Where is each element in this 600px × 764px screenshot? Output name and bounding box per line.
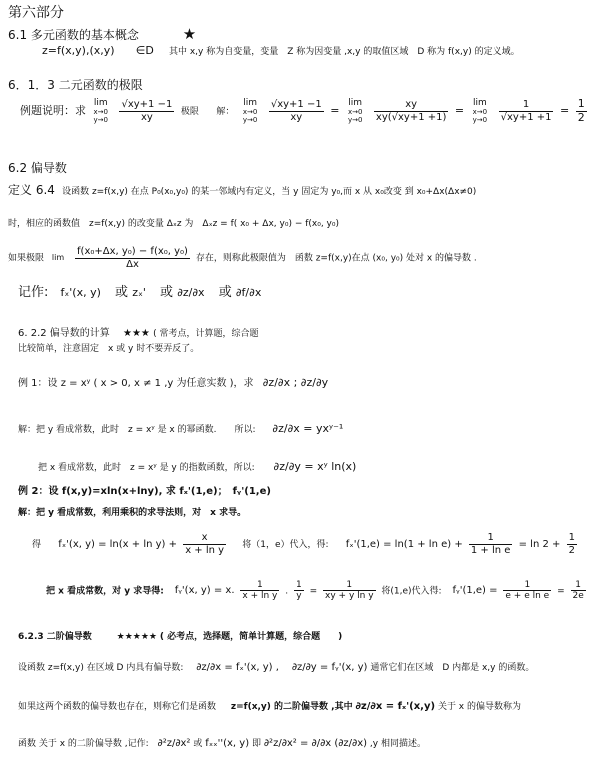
equals-sign: = [330,104,340,118]
fy-value: fᵧ'(1,e) = [452,585,498,597]
para-text: ,y 相同描述。 [369,739,426,749]
notation-line [18,286,261,301]
equals-sign: = [557,586,565,597]
fraction [503,580,551,602]
fraction [567,532,577,556]
notation-dz-dx: ∂z/∂x [177,286,205,299]
numerator: 1 [568,532,575,543]
numerator: 1 [240,580,279,591]
para-text: z=f(x,y) 的二阶偏导数 ,其中 [230,702,353,712]
fraction [323,580,376,602]
lim-sub-y: y→0 [242,116,258,125]
heading-text: 6.1 多元函数的基本概念 [8,28,139,42]
definition-label: 定义 6.4 [8,183,55,197]
denominator: √xy+1 +1 [500,111,552,123]
function-formula: z=f(x,y),(x,y) [42,44,115,57]
numerator: 1 [323,580,376,591]
example-label: 例 1：设 [18,378,58,389]
second-order-line-1 [18,662,534,674]
limit-example [20,98,590,124]
substitute-text: 将（1，e）代入，得: [242,540,329,550]
lim-sub-x: x→0 [242,108,258,117]
limit-fraction-3 [374,99,449,123]
example-2: 例 2：设 f(x,y)=xln(x+lny), 求 fₓ'(1,e)； fᵧ'(1,e) [18,486,271,497]
second-order-line-3 [18,738,426,750]
definition-conclusion: 存在，则称此极限值为 函数 z=f(x,y)在点 (x₀, y₀) 处对 x 的偏导数 . [195,253,477,264]
equals-sign: = [309,586,318,597]
fraction [571,580,586,602]
fraction [469,532,513,556]
notation-fx: fₓ'(x, y) [60,286,101,299]
namely: 即 [252,739,262,749]
lim-text: lim [348,98,363,108]
solution-label: 解： [216,107,235,118]
numerator: 1 [571,580,586,591]
fraction [240,580,279,602]
denominator: 2 [568,544,575,556]
denominator: y [296,591,302,602]
limit-operator [50,253,66,262]
para-text: 通常它们在区域 D 内都是 x,y 的函数。 [370,663,535,673]
heading-text: 6.2.3 二阶偏导数 [18,632,92,642]
lim-sub-y: y→0 [347,116,363,125]
denominator: e + e ln e [505,591,550,602]
lim-text: lim [472,98,487,108]
definition-text: 设函数 z=f(x,y) 在点 P₀(x₀,y₀) 的某一邻域内有定义，当 y 固定为 y₀,而 x 从 x₀改变 到 x₀+Δx(Δx≠0) [62,187,477,197]
ln2-text: = ln 2 + [518,539,561,550]
fraction [294,580,304,602]
solution-result: ∂z/∂y = xʸ ln(x) [273,460,357,473]
section-6-1-3-heading: 6．1．3 二元函数的极限 [8,78,143,92]
example-label: 例题说明：求 [20,104,86,118]
definition-description: 其中 x,y 称为自变量，变量 Z 称为因变量 ,x,y 的取值区域 D 称为 f(x,y) 的定义域。 [169,47,520,57]
second-order-line-2 [18,701,521,713]
section-6-2-heading: 6.2 偏导数 [8,161,67,175]
limit-operator [92,98,110,124]
calc-note: 比较简单，注意固定 x 或 y 时不要弄反了。 [18,344,200,354]
limit-result [576,98,587,124]
equals-sign: = [559,104,570,118]
limit-fraction [119,99,174,123]
limit-operator-4 [471,98,489,124]
limit-operator-3 [346,98,364,124]
limit-fraction-4 [499,99,554,123]
numerator: 1 [469,532,513,545]
notation-zx: zₓ' [132,286,146,299]
partial-derivative-limit [75,246,190,270]
heading-text: 6. 2.2 偏导数的计算 [18,328,110,339]
para-text: 设函数 z=f(x,y) 在区域 D 内具有偏导数: [18,663,184,673]
lim-sub-x: x→0 [93,108,108,117]
fx-equation: fₓ'(x, y) = ln(x + ln y) + [58,539,177,550]
if-limit-label: 如果极限 [8,253,45,264]
para-text: 如果这两个函数的偏导数也存在，则称它们是函数 [18,702,217,712]
numerator: x [183,532,226,545]
numerator: 1 [503,580,551,591]
denominator: xy + y ln y [325,591,374,602]
para-text: 关于 x 的偏导数称为 [437,702,521,712]
lim-text: lim [51,253,65,263]
fy-intro: 把 x 看成常数，对 y 求导得: [46,586,164,597]
numerator: xy [374,99,449,112]
or-word: 或 [160,285,174,300]
numerator: 1 [296,580,302,590]
numerator: √xy+1 −1 [121,99,173,111]
lim-text: lim [93,98,108,108]
example-1 [18,377,328,390]
fy-equation: fᵧ'(x, y) = x. [174,585,235,597]
partial-x: ∂z/∂x = fₓ'(x, y) , [196,662,279,673]
numerator: f(x₀+Δx, y₀) − f(x₀, y₀) [77,246,188,257]
equals-sign: = [454,104,465,118]
para-text: 函数 关于 x 的二阶偏导数 ,记作: [18,739,149,749]
or-word: 或 [218,285,232,300]
section-6-1-definition [42,45,520,58]
or-word: 或 [115,285,129,300]
solution-text: 把 x 看成常数，此时 z = xʸ 是 y 的指数函数，所以: [38,463,255,473]
definition-line-3 [8,246,477,270]
fxx: fₓₓ''(x, y) [205,738,250,749]
limit-suffix: 极限 [180,107,199,118]
denominator: x + ln y [185,544,225,556]
domain-symbol: ∈D [135,44,154,57]
lim-sub-y: y→0 [93,116,108,125]
denominator: xy [290,111,303,123]
solution-2-intro: 解：把 y 看成常数，利用乘积的求导法则，对 x 求导。 [18,508,247,518]
solution-2-derivative [32,532,580,556]
lim-sub-y: y→0 [472,116,488,125]
denominator: xy(√xy+1 +1) [375,111,447,123]
dot: . [285,586,289,597]
definition-line-2: 时，相应的函数值 z=f(x,y) 的改变量 Δₓz 为 Δₓz = f( x₀ + Δx, y₀) − f(x₀, y₀) [8,219,339,229]
numerator: 1 [577,97,585,111]
lim-sub-x: x→0 [347,108,363,117]
denominator: 1 + ln e [470,544,511,556]
notation-df-dx: ∂f/∂x [235,286,262,299]
solution-1a [18,423,343,436]
section-6-1-heading [8,26,196,43]
section-6-2-2-heading [18,328,258,340]
section-6-2-3-heading [18,632,342,642]
limit-fraction-2 [269,99,324,123]
solution-result: ∂z/∂x = yxʸ⁻¹ [272,422,344,435]
star-icon: ★★★ [123,328,150,339]
example-function: z = xʸ ( x > 0, x ≠ 1 ,y 为任意实数 )，求 [60,378,254,389]
solution-2-fy [46,580,589,602]
denominator: 2 [577,110,585,124]
star-icon: ★ [182,25,197,43]
part-title: 第六部分 [8,5,64,21]
heading-tags: ( 必考点，选择题，简单计算题，综合题 ) [159,632,343,642]
lim-sub-x: x→0 [472,108,488,117]
numerator: √xy+1 −1 [270,99,322,111]
second-partial: ∂²z/∂x² [157,738,191,749]
get-label: 得 [32,540,42,550]
numerator: 1 [499,99,554,112]
denominator: xy [140,111,153,123]
partial-x: ∂z/∂x = fₓ'(x,y) [355,701,436,712]
heading-tags: ( 常考点，计算题，综合题 [153,329,259,339]
denominator: Δx [126,258,139,270]
fx-value: fₓ'(1,e) = ln(1 + ln e) + [345,539,463,550]
second-partial-def: ∂²z/∂x² = ∂/∂x (∂z/∂x) [263,738,368,749]
denominator: 2e [572,591,584,602]
lim-text: lim [243,98,257,108]
partial-y: ∂z/∂y = fᵧ'(x, y) [291,662,368,673]
definition-line-1 [8,184,476,198]
limit-operator-2 [241,98,259,124]
or-word: 或 [193,739,203,749]
denominator: x + ln y [242,591,278,602]
solution-text: 解：把 y 看成常数，此时 z = xʸ 是 x 的幂函数. 所以: [18,425,256,435]
notation-label: 记作: [18,285,49,300]
solution-1b [38,461,356,474]
star-icon: ★★★★★ [116,632,157,642]
example-ask: ∂z/∂x ; ∂z/∂y [262,376,329,389]
substitute-text: 将(1,e)代入得: [381,586,442,597]
fraction [183,532,226,556]
